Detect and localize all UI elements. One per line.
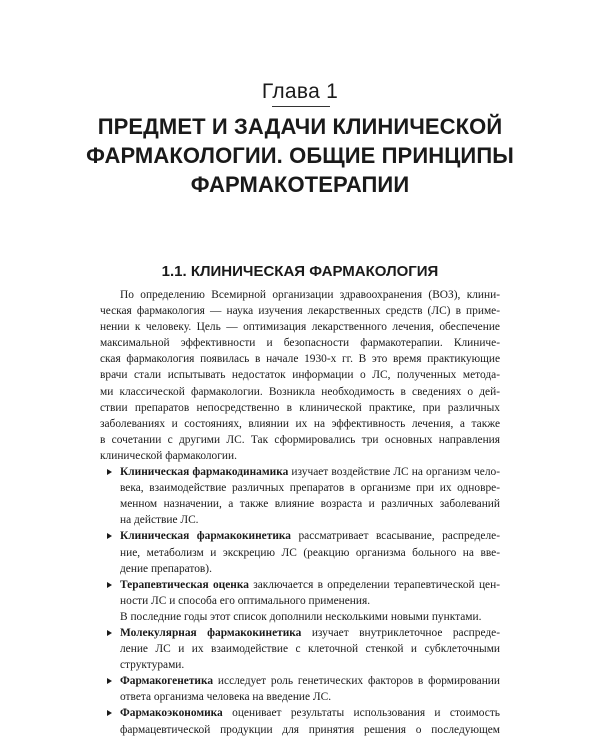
body-text (100, 287, 500, 738)
text-line: ствии препаратов непосредственно в клинической практике, при различных (100, 401, 500, 414)
triangle-bullet-icon (107, 678, 112, 684)
text-line: ние, метаболизм и экскрецию ЛС (реакцию организма больного на вве- (120, 546, 500, 559)
triangle-bullet-icon (107, 469, 112, 475)
text-line: структурами. (120, 659, 185, 672)
list-item (100, 705, 500, 737)
list-item (100, 528, 500, 576)
text-line: ская фармакология появилась в начале 1930-х гг. В это время практикующие (100, 353, 500, 366)
text-line: заболеваниях и состояниях, влиянии их на эффективность лечения, а также (100, 417, 500, 430)
text-line: нении к человеку. Цель — оптимизация лекарственного лечения, обеспечение (100, 321, 500, 334)
text-line (120, 528, 500, 544)
text-line: ности ЛС и способа его оптимального применения. (120, 594, 371, 607)
list-item-text: оценивает результаты использования и стоимость (222, 707, 500, 720)
chapter-title-line: ФАРМАКОЛОГИИ. ОБЩИЕ ПРИНЦИПЫ (86, 143, 514, 168)
list-item-term: Терапевтическая оценка (120, 578, 249, 591)
list-item-text: исследует роль генетических факторов в формировании (213, 675, 500, 688)
section-title: 1.1. КЛИНИЧЕСКАЯ ФАРМАКОЛОГИЯ (161, 263, 439, 280)
text-line (120, 705, 500, 721)
text-line: клинической фармакологии. (100, 449, 237, 462)
list-item (100, 464, 500, 528)
text-line: менном назначении, а также влияние возраста и различных заболеваний (120, 498, 500, 511)
text-line: в сочетании с другими ЛС. Так сформировались три основных направления (100, 433, 500, 446)
triangle-bullet-icon (107, 710, 112, 716)
text-line: По определению Всемирной организации здравоохранения (ВОЗ), клини- (120, 289, 500, 301)
text-line: фармацевтической продукции для принятия решения о последующем (120, 723, 500, 736)
triangle-bullet-icon (107, 533, 112, 539)
list-item-term: Молекулярная фармакокинетика (120, 626, 302, 639)
triangle-bullet-icon (107, 630, 112, 636)
list-item-term: Фармакоэкономика (120, 707, 223, 720)
list-item-text: изучает воздействие ЛС на организм чело- (288, 466, 500, 479)
text-line (120, 464, 500, 480)
list-item (100, 673, 500, 705)
list-item-text: заключается в определении терапевтической цен- (248, 578, 500, 591)
text-line: дение препаратов). (120, 562, 212, 575)
list-item-term: Фармакогенетика (120, 675, 214, 688)
chapter-title-line: ФАРМАКОТЕРАПИИ (190, 172, 410, 197)
text-line: ми классической фармакологии. Возникла необходимость в сведениях о дей- (100, 385, 500, 398)
list-item-term: Клиническая фармакокинетика (120, 530, 291, 543)
text-line: максимальной эффективности и безопасности фармакотерапии. Клиниче- (100, 337, 500, 350)
chapter-underline (272, 106, 330, 107)
text-line: врачи стали испытывать недостаток информации о ЛС, полученных метода- (100, 369, 500, 382)
text-line: ление ЛС и их взаимодействие с клеточной стенкой и субклеточными (120, 643, 500, 656)
list-item-text: изучает внутриклеточное распреде- (301, 626, 500, 639)
triangle-bullet-icon (107, 582, 112, 588)
text-line (120, 577, 500, 593)
text-line: ответа организма человека на введение ЛС. (120, 691, 332, 704)
intro-paragraph (100, 287, 500, 464)
text-line: на действие ЛС. (120, 514, 199, 527)
text-line (120, 673, 500, 689)
list-item (100, 625, 500, 673)
list-item (100, 577, 500, 609)
chapter-title-line: ПРЕДМЕТ И ЗАДАЧИ КЛИНИЧЕСКОЙ (97, 114, 503, 139)
list-item-term: Клиническая фармакодинамика (120, 466, 289, 479)
text-line: века, взаимодействие различных препаратов в организме при их одновре- (120, 482, 500, 495)
chapter-label: Глава 1 (261, 80, 339, 103)
text-line: ческая фармакология — наука изучения лекарственных средств (ЛС) в приме- (100, 305, 500, 318)
text-line (120, 625, 500, 641)
list-item-text: рассматривает всасывание, распределе- (290, 530, 500, 543)
text-line: В последние годы этот список дополнили несколькими новыми пунктами. (120, 610, 482, 623)
chapter-title (60, 112, 540, 199)
